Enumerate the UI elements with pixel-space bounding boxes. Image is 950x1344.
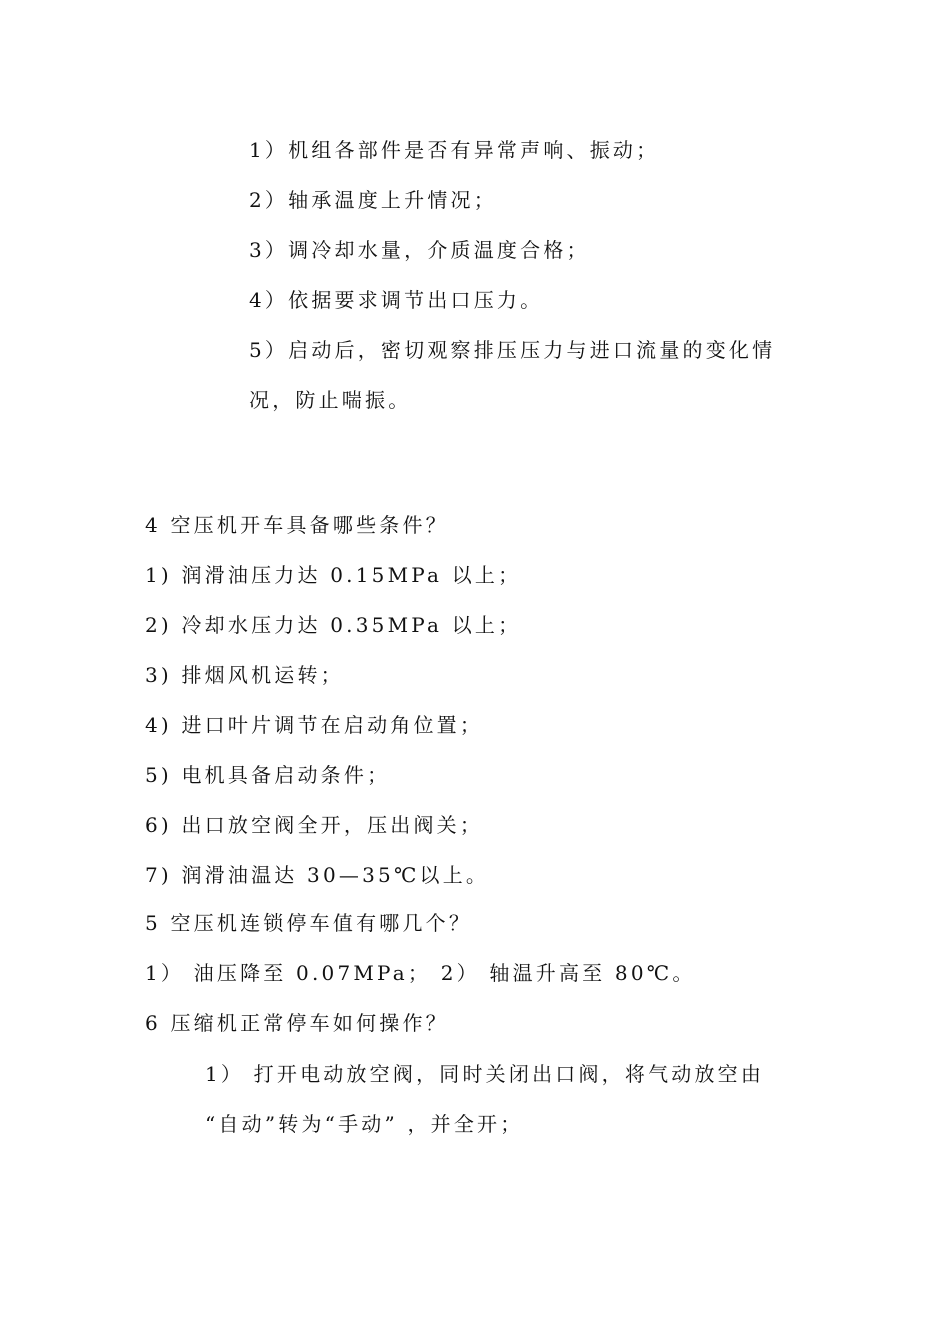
- question-title: 4 空压机开车具备哪些条件？: [145, 513, 449, 537]
- list-item-continuation: 况，防止喘振。: [249, 388, 412, 412]
- list-item: 7) 润滑油温达 30—35℃以上。: [145, 863, 490, 887]
- question-title: 6 压缩机正常停车如何操作？: [145, 1011, 449, 1035]
- list-item: 4) 进口叶片调节在启动角位置；: [145, 713, 484, 737]
- list-item: 6) 出口放空阀全开，压出阀关；: [145, 813, 484, 837]
- list-item: 3）调冷却水量，介质温度合格；: [249, 238, 590, 262]
- answer-text: 1） 油压降至 0.07MPa； 2） 轴温升高至 80℃。: [145, 961, 696, 985]
- question-title: 5 空压机连锁停车值有哪几个？: [145, 911, 473, 935]
- list-item: 3) 排烟风机运转；: [145, 663, 344, 687]
- list-item: 2）轴承温度上升情况；: [249, 188, 497, 212]
- list-item: 1) 润滑油压力达 0.15MPa 以上；: [145, 563, 522, 587]
- list-item: 4）依据要求调节出口压力。: [249, 288, 544, 312]
- list-item: 5) 电机具备启动条件；: [145, 763, 391, 787]
- list-item: 1）机组各部件是否有异常声响、振动；: [249, 138, 660, 162]
- list-item: 1） 打开电动放空阀，同时关闭出口阀，将气动放空由: [205, 1062, 765, 1086]
- list-item-continuation: “自动”转为“手动” ，并全开；: [205, 1112, 524, 1136]
- list-item: 5）启动后，密切观察排压压力与进口流量的变化情: [249, 338, 776, 362]
- list-item: 2) 冷却水压力达 0.35MPa 以上；: [145, 613, 522, 637]
